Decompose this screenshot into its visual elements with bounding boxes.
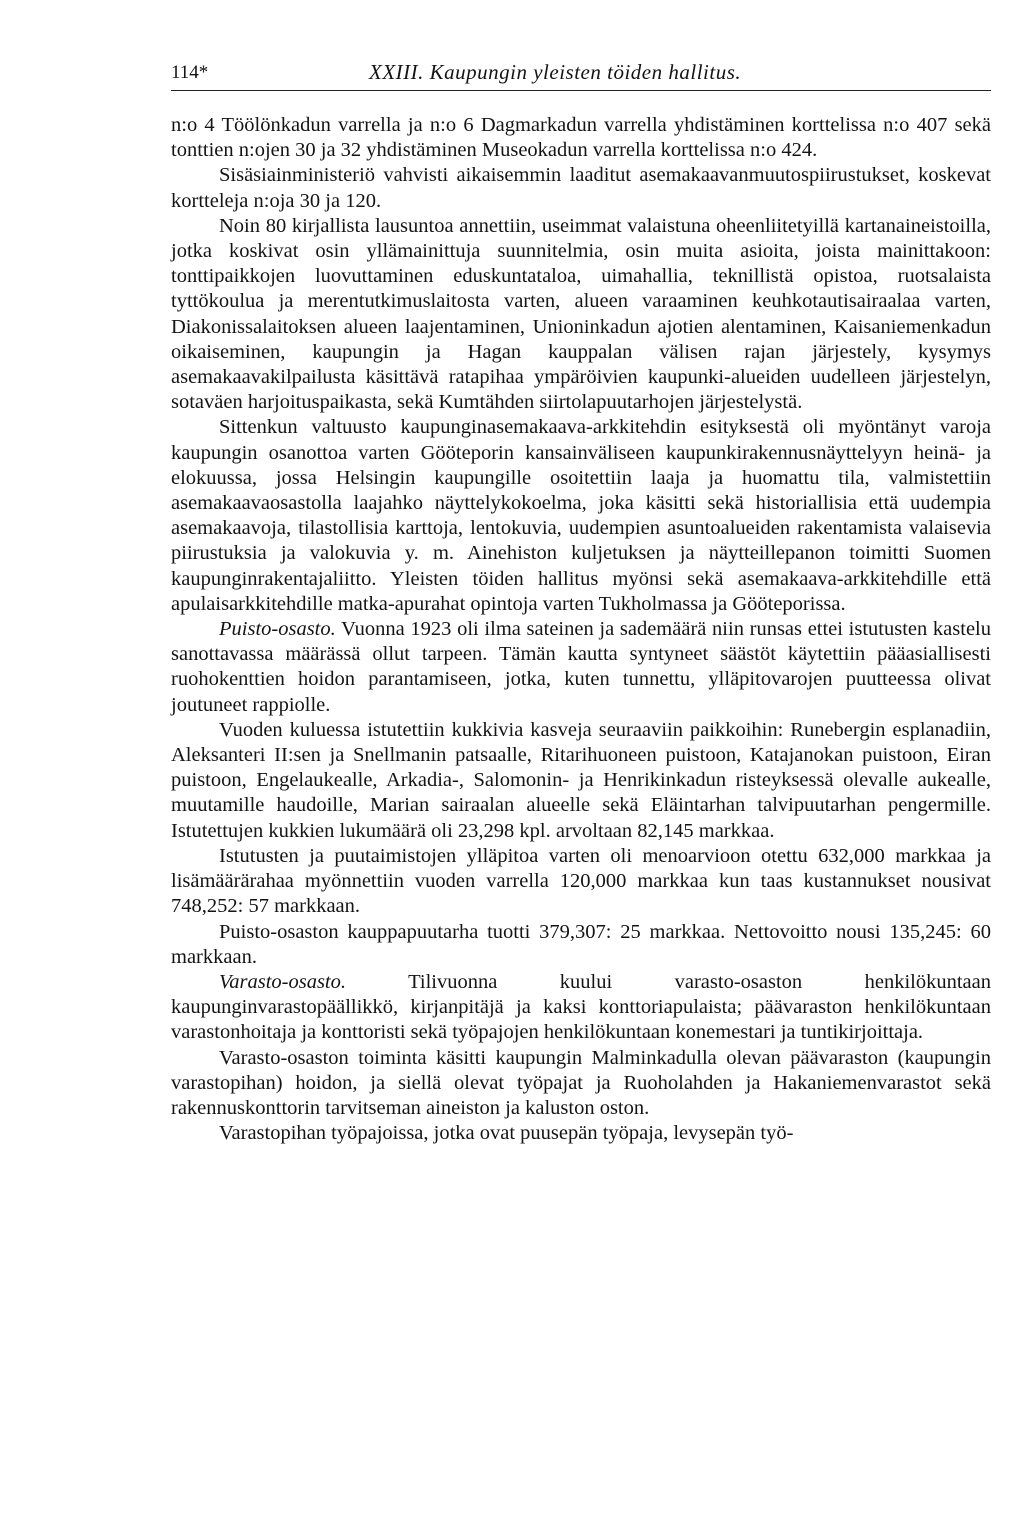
page-number: 114* bbox=[171, 62, 209, 83]
paragraph-text: Sisäsiainministeriö vahvisti aikaisemmin laaditut asemakaavanmuutospiirustukset, koskevat kortteleja n:oja 30 ja 120. bbox=[171, 164, 991, 212]
paragraph-text: Tilivuonna kuului varasto-osaston henkilökuntaan kaupunginvarastopäällikkö, kirjanpitäjä ja kaksi konttoriapulaista; päävaraston henkilökuntaan varastonhoitaja ja konttoristi sekä työpajojen henkilökuntaan konemestari ja tuntikirjoittaja. bbox=[171, 970, 991, 1044]
paragraph bbox=[171, 113, 991, 163]
document-page bbox=[171, 56, 991, 1146]
paragraph-text: Vuonna 1923 oli ilma sateinen ja sademäärä niin runsas ettei istutusten kastelu sanottavassa määrässä ollut tarpeen. Tämän kautta syntyneet säästöt käytettiin pääasiallisesti ruohokenttien hoidon parantamiseen, jotka, kuten tunnettu, ylläpitovarojen puutteessa olivat joutuneet rappiolle. bbox=[171, 618, 991, 716]
paragraph-text: Puisto-osaston kauppapuutarha tuotti 379,307: 25 markkaa. Nettovoitto nousi 135,245: 60 markkaan. bbox=[171, 920, 991, 968]
section-title: Puisto-osasto. bbox=[219, 618, 336, 641]
paragraph bbox=[171, 415, 991, 617]
paragraph-text: Varasto-osaston toiminta käsitti kaupungin Malminkadulla olevan päävaraston (kaupungin varastopihan) hoidon, ja siellä olevat työpajat ja Ruoholahden ja Hakaniemenvarastot sekä rakennuskonttorin tarvitseman aineiston ja kaluston oston. bbox=[171, 1046, 991, 1119]
section-title: Varasto-osasto. bbox=[219, 970, 347, 993]
paragraph-text: Varastopihan työpajoissa, jotka ovat puusepän työpaja, levysepän työ- bbox=[219, 1122, 794, 1145]
paragraph bbox=[171, 1121, 991, 1146]
paragraph bbox=[171, 970, 991, 1046]
paragraph-text: Vuoden kuluessa istutettiin kukkivia kasveja seuraaviin paikkoihin: Runebergin esplanadiin, Aleksanteri II:sen ja Snellmanin patsaalle, Ritarihuoneen puistoon, Katajanokan puistoon, Eiran puistoon, Engelaukealle, Arkadia-, Salomonin- ja Henrikinkadun risteyksessä olevalle aukealle, muutamille haudoille, Marian sairaalan alueelle sekä Eläintarhan talvipuutarhan pengermille. Istutettujen kukkien lukumäärä oli 23,298 kpl. arvoltaan 82,145 markkaa. bbox=[171, 718, 991, 842]
paragraph-text: Istutusten ja puutaimistojen ylläpitoa varten oli menoarvioon otettu 632,000 markkaa ja lisämäärärahaa myönnettiin vuoden varrella 120,000 markkaa kun taas kustannukset nousivat 748,252: 57 markkaan. bbox=[171, 844, 991, 918]
paragraph bbox=[171, 844, 991, 920]
paragraph bbox=[171, 1046, 991, 1122]
paragraph-text: Sittenkun valtuusto kaupunginasemakaava-arkkitehdin esityksestä oli myöntänyt varoja kaupungin osanottoa varten Gööteporin kansainväliseen kaupunkirakennusnäyttelyyn heinä- ja elokuussa, jossa Helsingin kaupungille osoitettiin laaja ja huomattu tila, valmistettiin asemakaavaosastolla laajahko näyttelykokoelma, joka käsitti sekä historiallisia että uudempia asemakaavoja, tilastollisia karttoja, lentokuvia, uudempien asuntoalueiden rakentamista valaisevia piirustuksia ja valokuvia y. m. Ainehiston kuljetuksen ja näytteillepanon toimitti Suomen kaupunginrakentajaliitto. Yleisten töiden hallitus myönsi sekä asemakaava-arkkitehdille että apulaisarkkitehdille matka-apurahat opintoja varten Tukholmassa ja Gööteporissa. bbox=[171, 416, 991, 615]
paragraph bbox=[171, 920, 991, 970]
paragraph bbox=[171, 214, 991, 416]
paragraph-text: n:o 4 Töölönkadun varrella ja n:o 6 Dagmarkadun varrella yhdistäminen korttelissa n:o 407 sekä tonttien n:ojen 30 ja 32 yhdistäminen Museokadun varrella korttelissa n:o 424. bbox=[171, 114, 991, 162]
paragraph bbox=[171, 718, 991, 844]
paragraph bbox=[171, 163, 991, 213]
paragraph bbox=[171, 617, 991, 718]
page-header bbox=[171, 56, 991, 91]
body-text bbox=[171, 113, 991, 1146]
paragraph-text: Noin 80 kirjallista lausuntoa annettiin, useimmat valaistuna oheenliitetyillä kartanaineistoilla, jotka koskivat osin yllämainittuja suunnitelmia, osin muita asioita, joista mainittakoon: tonttipaikkojen luovuttaminen eduskuntataloa, uimahallia, teknillistä opistoa, ruotsalaista tyttökoulua ja merentutkimuslaitosta varten, alueen varaaminen keuhkotautisairaalaa varten, Diakonissalaitoksen alueen laajentaminen, Unioninkadun ajotien alentaminen, Kaisaniemenkadun oikaiseminen, kaupungin ja Hagan kauppalan välisen rajan järjestely, kysymys asemakaavakilpailusta käsittävä ratapihaa ympäröivien kaupunki-alueiden uudelleen järjestelyn, sotaväen harjoituspaikasta, sekä Kumtähden siirtolapuutarhojen järjestelystä. bbox=[171, 214, 991, 414]
running-title: XXIII. Kaupungin yleisten töiden hallitus. bbox=[369, 60, 742, 84]
